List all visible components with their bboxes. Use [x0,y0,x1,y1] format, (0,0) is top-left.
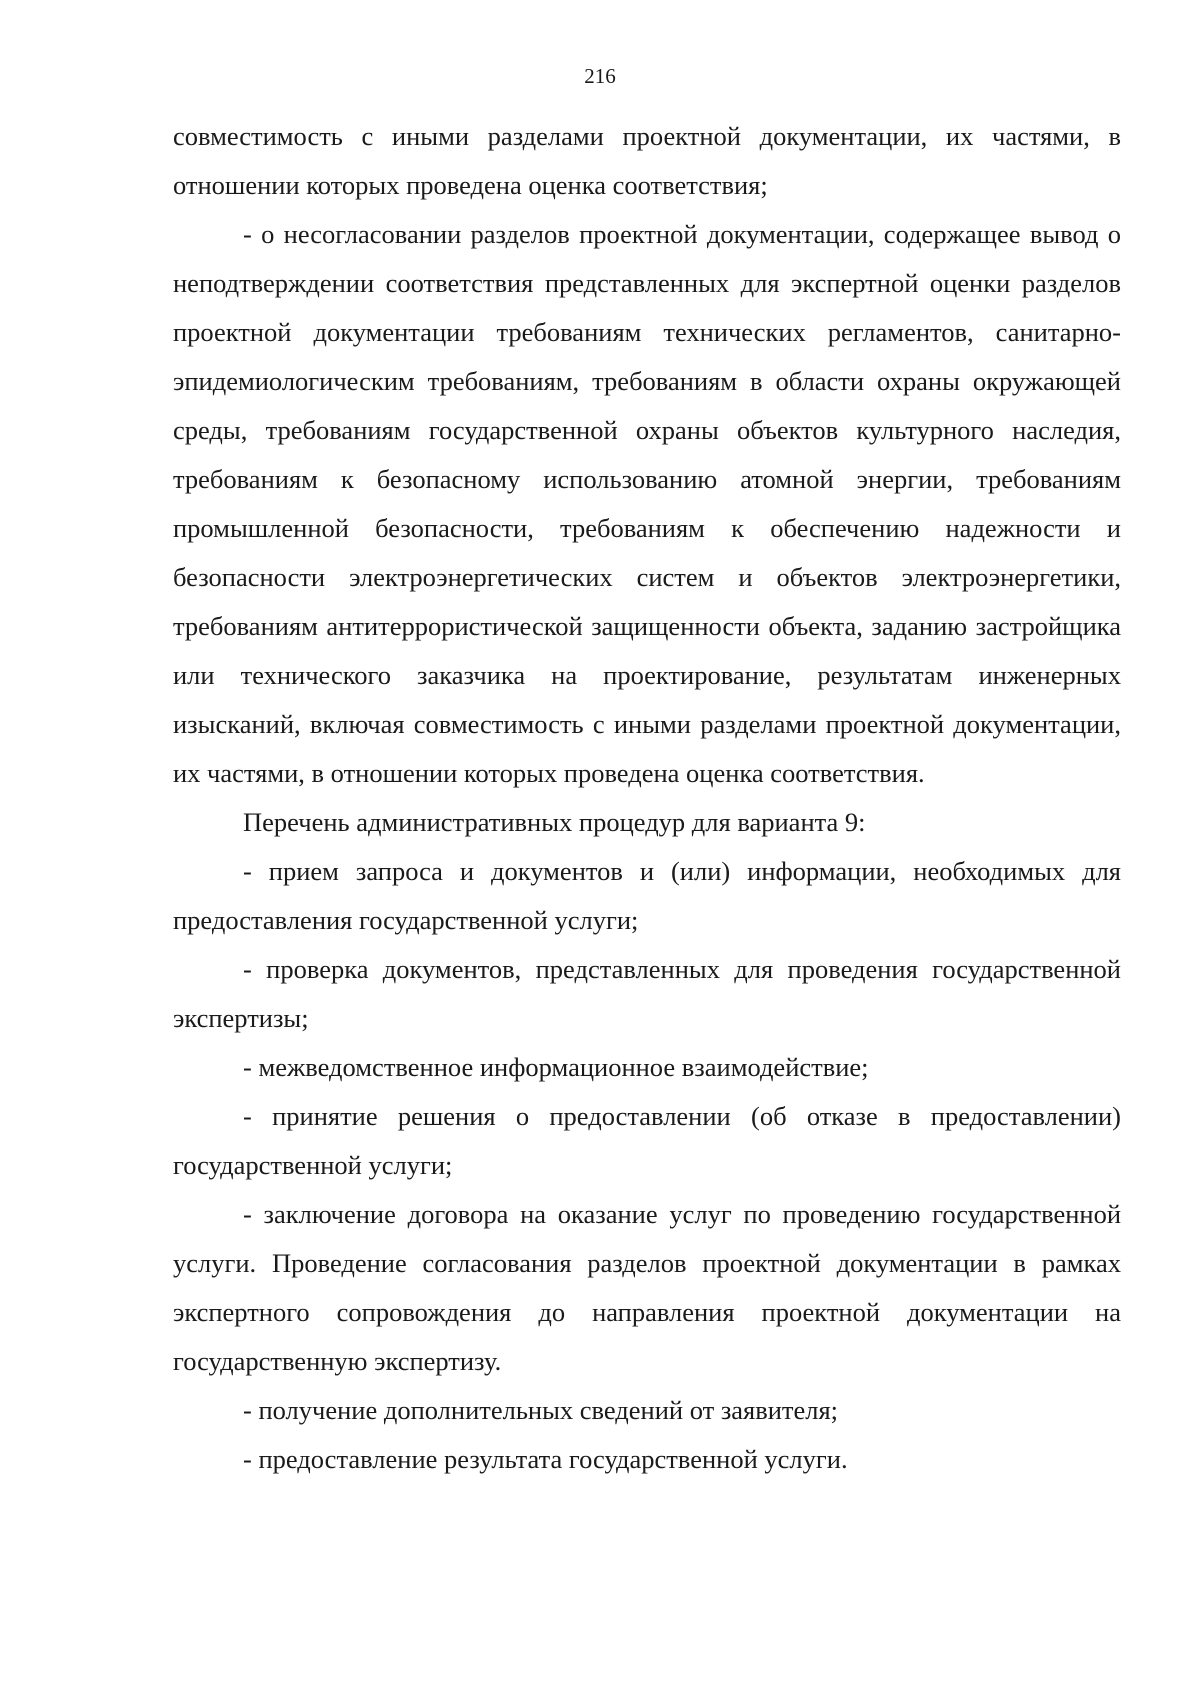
list-item-decision: - принятие решения о предоставлении (об отказе в предоставлении) государственной услуги; [173,1101,1121,1180]
list-item-contract: - заключение договора на оказание услуг по проведению государственной услуги. Проведение согласования разделов проектной документации в рамках экспертного сопровождения до направления проектной документации на государственную экспертизу. [173,1199,1121,1376]
paragraph-procedures-heading: Перечень административных процедур для варианта 9: [243,807,866,837]
page-number: 216 [584,64,616,88]
document-body [173,112,1121,1484]
paragraph-continuation: совместимость с иными разделами проектной документации, их частями, в отношении которых проведена оценка соответствия; [173,121,1121,200]
list-item-result-delivery: - предоставление результата государственной услуги. [243,1444,848,1474]
list-item-additional-info: - получение дополнительных сведений от заявителя; [243,1395,839,1425]
list-item-request-intake: - прием запроса и документов и (или) информации, необходимых для предоставления государственной услуги; [173,856,1121,935]
list-item-document-check: - проверка документов, представленных для проведения государственной экспертизы; [173,954,1121,1033]
list-item-interagency: - межведомственное информационное взаимодействие; [243,1052,869,1082]
paragraph-nonapproval: - о несогласовании разделов проектной документации, содержащее вывод о неподтверждении соответствия представленных для экспертной оценки разделов проектной документации требованиям технических регламентов, санитарно-эпидемиологическим требованиям, требованиям в области охраны окружающей среды, требованиям государственной охраны объектов культурного наследия, требованиям к безопасному использованию атомной энергии, требованиям промышленной безопасности, требованиям к обеспечению надежности и безопасности электроэнергетических систем и объектов электроэнергетики, требованиям антитеррористической защищенности объекта, заданию застройщика или технического заказчика на проектирование, результатам инженерных изысканий, включая совместимость с иными разделами проектной документации, их частями, в отношении которых проведена оценка соответствия. [173,219,1121,788]
